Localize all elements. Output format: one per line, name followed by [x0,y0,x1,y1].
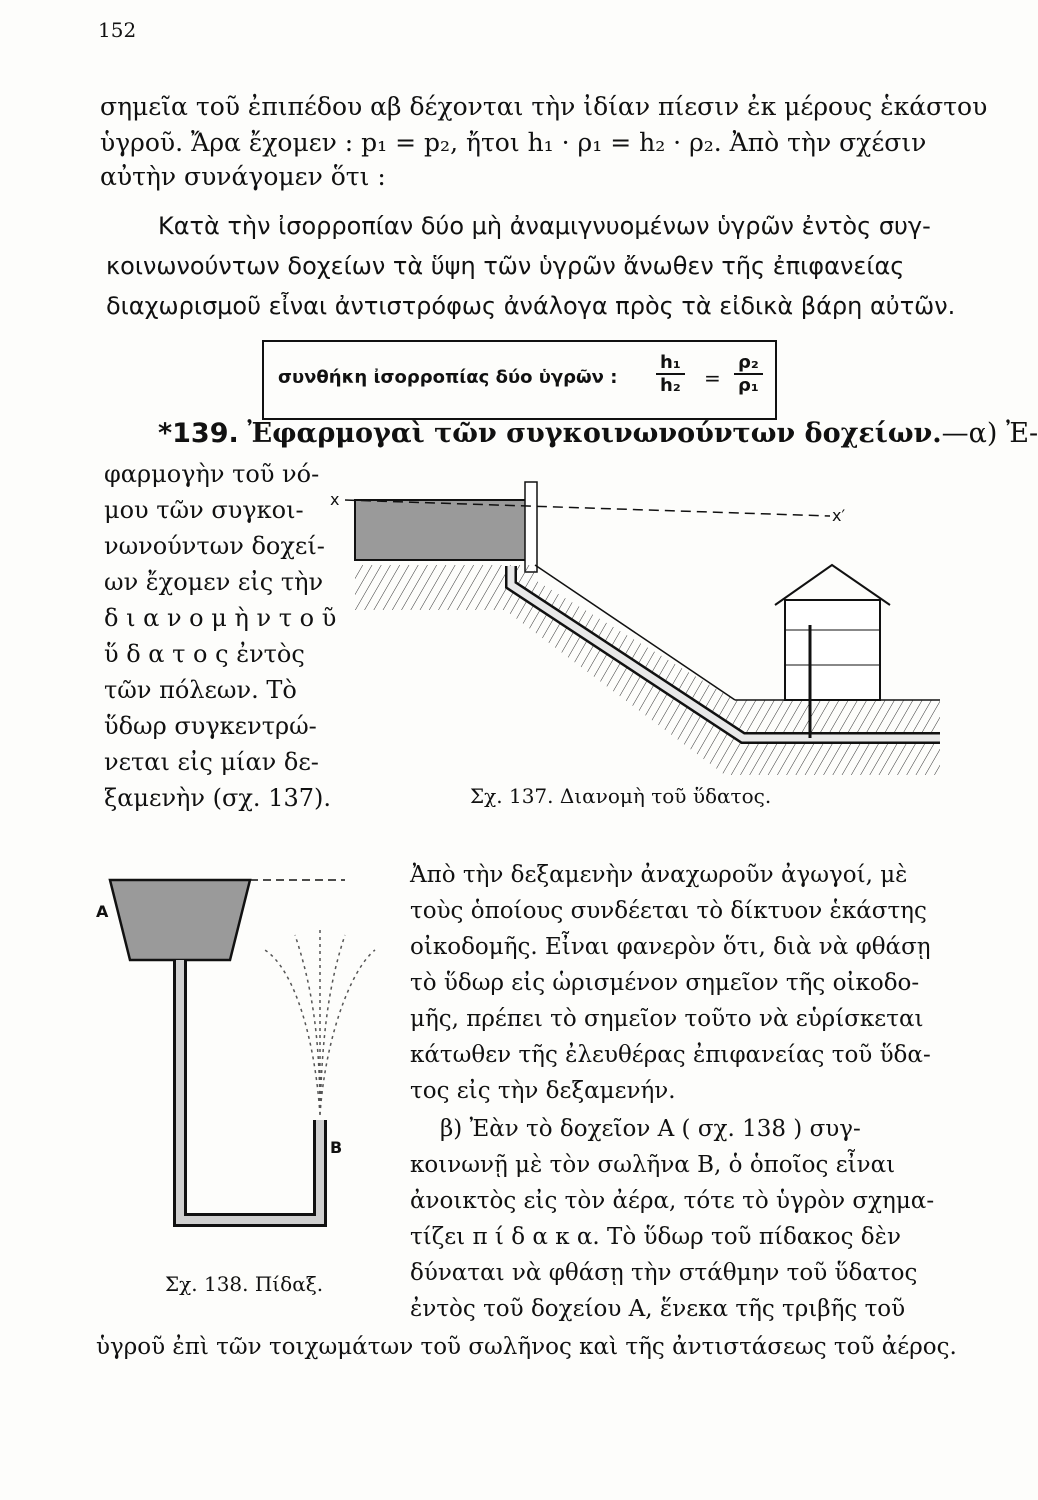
formula-rhs [734,352,763,396]
fountain-jet [265,930,375,1115]
section-number: *139. [158,418,239,449]
formula-lhs [656,352,685,396]
reservoir-wall [525,482,537,572]
fig137-label-x-prime: x′ [832,506,846,525]
fountain-pipe-inner [180,960,320,1220]
right-col-line-7: τος εἰς τὴν δεξαμενήν. [410,1078,676,1104]
right-col-line-6: κάτωθεν τῆς ἐλευθέρας ἐπιφανείας τοῦ ὕδα- [410,1042,931,1068]
formula-rhs-denominator: ρ₁ [738,375,759,396]
right-col-line-3: οἰκοδομῆς. Εἶναι φανερὸν ὅτι, διὰ νὰ φθάσῃ [410,934,931,960]
right-col-line-9: κοινωνῇ μὲ τὸν σωλῆνα Β, ὁ ὁποῖος εἶναι [410,1152,896,1178]
house-wall [785,600,880,700]
container-a [110,880,250,960]
formula-label: συνθήκη ἰσορροπίας δύο ὑγρῶν : [278,367,618,388]
right-col-line-8: β) Ἐὰν τὸ δοχεῖον Α ( σχ. 138 ) συγ- [440,1116,861,1142]
reservoir-water [355,500,535,560]
right-col-line-10: ἀνοικτὸς εἰς τὸν ἀέρα, τότε τὸ ὑγρὸν σχημα- [410,1188,935,1214]
formula-lhs-numerator: h₁ [656,352,685,375]
left-col-line-5: δ ι α ν ο μ ὴ ν τ ο ῦ [104,604,337,632]
left-col-line-10: ξαμενὴν (σχ. 137). [104,784,331,812]
fig137-caption: Σχ. 137. Διανομὴ τοῦ ὕδατος. [470,784,772,808]
right-col-line-11: τίζει π ί δ α κ α. Τὸ ὕδωρ τοῦ πίδακος δὲν [410,1224,901,1250]
left-col-line-1: φαρμογὴν τοῦ νό- [104,460,320,488]
figure-137-diagram [325,470,945,810]
left-col-line-7: τῶν πόλεων. Τὸ [104,676,297,704]
left-col-line-8: ὕδωρ συγκεντρώ- [104,712,317,740]
last-line: ὑγροῦ ἐπὶ τῶν τοιχωμάτων τοῦ σωλῆνος καὶ τῆς ἀντιστάσεως τοῦ ἀέρος. [96,1334,957,1360]
left-col-line-3: νωνούντων δοχεί- [104,532,325,560]
left-col-line-4: ων ἔχομεν εἰς τὴν [104,568,324,596]
figure-138-diagram [100,860,400,1260]
intro-line-2: ὑγροῦ. Ἄρα ἔχομεν : p₁ = p₂, ἤτοι h₁ · ρ₁ = h₂ · ρ₂. Ἀπὸ τὴν σχέσιν [100,128,927,157]
law-line-3: διαχωρισμοῦ εἶναι ἀντιστρόφως ἀνάλογα πρὸς τὰ εἰδικὰ βάρη αὐτῶν. [106,292,956,320]
formula-equals: = [704,366,721,390]
section-title: Ἐφαρμογαὶ τῶν συγκοινωνούντων δοχείων. [247,418,942,449]
fountain-pipe-outer [180,960,320,1220]
right-col-line-4: τὸ ὕδωρ εἰς ὡρισμένον σημεῖον τῆς οἰκοδο- [410,970,920,996]
section-tail: —α) Ἐ- [941,418,1038,449]
intro-line-1: σημεῖα τοῦ ἐπιπέδου αβ δέχονται τὴν ἰδίαν πίεσιν ἐκ μέρους ἑκάστου [100,92,988,121]
right-col-line-12: δύναται νὰ φθάσῃ τὴν στάθμην τοῦ ὕδατος [410,1260,918,1286]
formula-rhs-numerator: ρ₂ [734,352,763,375]
right-col-line-1: Ἀπὸ τὴν δεξαμενὴν ἀναχωροῦν ἀγωγοί, μὲ [410,862,908,888]
right-col-line-5: μῆς, πρέπει τὸ σημεῖον τοῦτο νὰ εὑρίσκεται [410,1006,924,1032]
left-col-line-6: ὕ δ α τ ο ς ἐντὸς [104,640,305,668]
right-col-line-13: ἐντὸς τοῦ δοχείου Α, ἕνεκα τῆς τριβῆς τοῦ [410,1296,906,1322]
intro-line-3: αὐτὴν συνάγομεν ὅτι : [100,162,386,191]
formula-box [262,340,777,420]
right-col-line-2: τοὺς ὁποίους συνδέεται τὸ δίκτυον ἑκάστης [410,898,927,924]
page-number: 152 [98,18,137,42]
section-heading [158,418,1038,449]
left-col-line-9: νεται εἰς μίαν δε- [104,748,319,776]
law-line-1: Κατὰ τὴν ἰσορροπίαν δύο μὴ ἀναμιγνυομένων ὑγρῶν ἐντὸς συγ- [158,212,931,240]
fig138-label-b: B [330,1138,343,1157]
fig138-label-a: A [96,902,109,921]
fig137-label-x: x [330,490,340,509]
formula-lhs-denominator: h₂ [660,375,681,396]
law-line-2: κοινωνούντων δοχείων τὰ ὕψη τῶν ὑγρῶν ἄνωθεν τῆς ἐπιφανείας [106,252,905,280]
left-col-line-2: μου τῶν συγκοι- [104,496,304,524]
fig138-caption: Σχ. 138. Πίδαξ. [165,1272,324,1296]
